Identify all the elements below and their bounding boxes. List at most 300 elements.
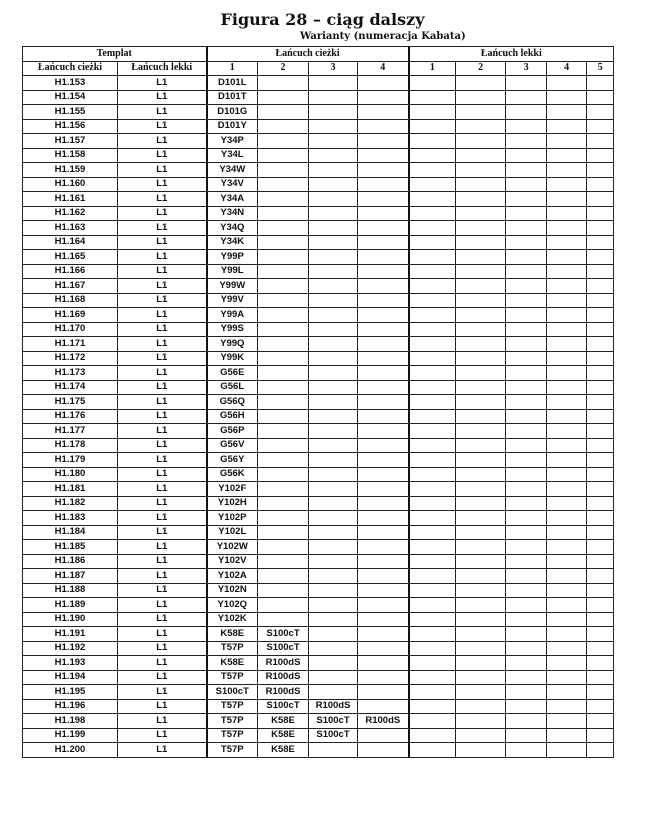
table-row	[23, 583, 614, 598]
light-variant-3-cell	[506, 76, 547, 91]
heavy-chain-template-cell: H1.160	[23, 177, 118, 192]
light-variant-1-cell	[409, 250, 456, 265]
light-variant-2-cell	[456, 163, 506, 178]
heavy-variant-2-cell	[258, 395, 309, 410]
heavy-variant-4-cell	[358, 293, 409, 308]
heavy-variant-4-cell	[358, 221, 409, 236]
heavy-variant-3-cell	[309, 308, 358, 323]
table-row	[23, 670, 614, 685]
light-variant-num-3: 3	[506, 61, 547, 76]
heavy-variant-3-cell	[309, 743, 358, 758]
heavy-variant-3-cell	[309, 670, 358, 685]
light-variant-3-cell	[506, 105, 547, 120]
heavy-variant-3-cell	[309, 366, 358, 381]
light-variant-3-cell	[506, 134, 547, 149]
heavy-variant-1-cell: Y99Q	[207, 337, 258, 352]
light-variant-1-cell	[409, 728, 456, 743]
heavy-variant-3-cell	[309, 119, 358, 134]
heavy-variant-2-cell: S100cT	[258, 699, 309, 714]
light-variant-4-cell	[547, 714, 587, 729]
light-variant-5-cell	[587, 366, 614, 381]
heavy-variant-4-cell	[358, 337, 409, 352]
heavy-variant-1-cell: T57P	[207, 728, 258, 743]
light-variant-4-cell	[547, 134, 587, 149]
light-variant-1-cell	[409, 540, 456, 555]
table-row	[23, 627, 614, 642]
light-variant-3-cell	[506, 119, 547, 134]
light-variant-1-cell	[409, 76, 456, 91]
light-variant-1-cell	[409, 656, 456, 671]
light-variant-5-cell	[587, 525, 614, 540]
heavy-variant-3-cell	[309, 424, 358, 439]
heavy-variant-2-cell	[258, 163, 309, 178]
heavy-variant-1-cell: Y102H	[207, 496, 258, 511]
heavy-variant-1-cell: G56H	[207, 409, 258, 424]
light-chain-template-cell: L1	[118, 612, 207, 627]
light-variant-5-cell	[587, 264, 614, 279]
light-variant-5-cell	[587, 221, 614, 236]
light-variant-4-cell	[547, 293, 587, 308]
heavy-variant-1-cell: Y102W	[207, 540, 258, 555]
light-variant-3-cell	[506, 728, 547, 743]
light-variant-1-cell	[409, 583, 456, 598]
light-variant-2-cell	[456, 264, 506, 279]
heavy-chain-template-cell: H1.177	[23, 424, 118, 439]
heavy-variant-3-cell	[309, 511, 358, 526]
light-variant-2-cell	[456, 569, 506, 584]
heavy-variant-3-cell	[309, 250, 358, 265]
light-variant-2-cell	[456, 685, 506, 700]
light-variant-3-cell	[506, 511, 547, 526]
heavy-variant-4-cell	[358, 627, 409, 642]
light-variant-4-cell	[547, 583, 587, 598]
heavy-variant-4-cell	[358, 380, 409, 395]
light-variant-2-cell	[456, 424, 506, 439]
heavy-variant-1-cell: T57P	[207, 699, 258, 714]
light-variant-2-cell	[456, 322, 506, 337]
heavy-variant-1-cell: Y99K	[207, 351, 258, 366]
heavy-variant-1-cell: G56Y	[207, 453, 258, 468]
light-chain-template-cell: L1	[118, 511, 207, 526]
heavy-variant-4-cell	[358, 525, 409, 540]
heavy-variant-2-cell	[258, 206, 309, 221]
figure-title: Figura 28 – ciąg dalszy	[220, 10, 425, 29]
heavy-variant-1-cell: Y102A	[207, 569, 258, 584]
light-variant-5-cell	[587, 540, 614, 555]
table-row	[23, 728, 614, 743]
heavy-variant-3-cell	[309, 554, 358, 569]
light-variant-1-cell	[409, 192, 456, 207]
heavy-variant-2-cell	[258, 453, 309, 468]
light-variant-1-cell	[409, 206, 456, 221]
light-variant-4-cell	[547, 76, 587, 91]
heavy-variant-2-cell: K58E	[258, 714, 309, 729]
light-variant-1-cell	[409, 366, 456, 381]
light-variant-1-cell	[409, 134, 456, 149]
light-chain-template-cell: L1	[118, 264, 207, 279]
heavy-variant-2-cell	[258, 511, 309, 526]
heavy-chain-template-cell: H1.184	[23, 525, 118, 540]
heavy-variant-1-cell: Y102V	[207, 554, 258, 569]
light-chain-template-cell: L1	[118, 496, 207, 511]
table-row	[23, 148, 614, 163]
table-row	[23, 438, 614, 453]
heavy-variant-1-cell: D101G	[207, 105, 258, 120]
light-variant-2-cell	[456, 583, 506, 598]
light-variant-3-cell	[506, 366, 547, 381]
light-variant-3-cell	[506, 90, 547, 105]
light-variant-3-cell	[506, 163, 547, 178]
heavy-variant-3-cell	[309, 235, 358, 250]
heavy-variant-3-cell	[309, 221, 358, 236]
heavy-variant-4-cell	[358, 612, 409, 627]
heavy-variant-4-cell	[358, 264, 409, 279]
light-chain-template-cell: L1	[118, 409, 207, 424]
light-variant-1-cell	[409, 177, 456, 192]
heavy-variant-1-cell: Y99P	[207, 250, 258, 265]
light-variant-5-cell	[587, 90, 614, 105]
heavy-chain-template-cell: H1.199	[23, 728, 118, 743]
light-variant-4-cell	[547, 308, 587, 323]
light-variant-3-cell	[506, 685, 547, 700]
light-variant-5-cell	[587, 612, 614, 627]
light-variant-5-cell	[587, 105, 614, 120]
light-variant-1-cell	[409, 670, 456, 685]
light-variant-1-cell	[409, 467, 456, 482]
heavy-variant-2-cell: K58E	[258, 743, 309, 758]
light-variant-2-cell	[456, 235, 506, 250]
heavy-variant-4-cell	[358, 598, 409, 613]
light-variant-5-cell	[587, 569, 614, 584]
light-variant-5-cell	[587, 641, 614, 656]
heavy-variant-4-cell	[358, 395, 409, 410]
light-variant-3-cell	[506, 583, 547, 598]
light-chain-template-cell: L1	[118, 322, 207, 337]
heavy-chain-template-cell: H1.154	[23, 90, 118, 105]
heavy-variant-2-cell	[258, 322, 309, 337]
light-variant-3-cell	[506, 221, 547, 236]
light-variant-4-cell	[547, 250, 587, 265]
heavy-variant-4-cell	[358, 351, 409, 366]
light-variant-4-cell	[547, 554, 587, 569]
light-chain-template-cell: L1	[118, 569, 207, 584]
templat-header: Templat	[23, 47, 207, 62]
light-variant-4-cell	[547, 395, 587, 410]
light-variant-5-cell	[587, 511, 614, 526]
light-variant-4-cell	[547, 467, 587, 482]
light-variant-1-cell	[409, 496, 456, 511]
table-row	[23, 264, 614, 279]
light-variant-1-cell	[409, 351, 456, 366]
heavy-chain-template-cell: H1.178	[23, 438, 118, 453]
light-variant-1-cell	[409, 293, 456, 308]
light-variant-5-cell	[587, 308, 614, 323]
light-variant-2-cell	[456, 134, 506, 149]
heavy-chain-template-cell: H1.166	[23, 264, 118, 279]
heavy-variant-3-cell	[309, 598, 358, 613]
light-variant-3-cell	[506, 743, 547, 758]
heavy-variant-1-cell: Y34Q	[207, 221, 258, 236]
light-chain-template-cell: L1	[118, 279, 207, 294]
light-variant-4-cell	[547, 511, 587, 526]
table-row	[23, 177, 614, 192]
light-variant-5-cell	[587, 293, 614, 308]
light-chain-template-cell: L1	[118, 453, 207, 468]
light-variant-2-cell	[456, 409, 506, 424]
heavy-chain-template-cell: H1.196	[23, 699, 118, 714]
table-row	[23, 76, 614, 91]
light-variant-5-cell	[587, 235, 614, 250]
light-chain-template-cell: L1	[118, 380, 207, 395]
light-variant-5-cell	[587, 482, 614, 497]
heavy-variant-num-2: 2	[258, 61, 309, 76]
heavy-variant-2-cell	[258, 380, 309, 395]
heavy-variant-2-cell	[258, 612, 309, 627]
light-variant-5-cell	[587, 395, 614, 410]
heavy-variant-1-cell: T57P	[207, 670, 258, 685]
table-row	[23, 641, 614, 656]
light-variant-5-cell	[587, 177, 614, 192]
light-variant-4-cell	[547, 656, 587, 671]
table-row	[23, 366, 614, 381]
light-variant-5-cell	[587, 206, 614, 221]
heavy-chain-column-header: Łańcuch cieżki	[23, 61, 118, 76]
heavy-variant-3-cell	[309, 656, 358, 671]
light-variant-2-cell	[456, 206, 506, 221]
light-variant-1-cell	[409, 337, 456, 352]
heavy-variant-2-cell	[258, 598, 309, 613]
light-variant-2-cell	[456, 598, 506, 613]
heavy-variant-4-cell	[358, 467, 409, 482]
heavy-variant-4-cell	[358, 743, 409, 758]
light-variant-2-cell	[456, 714, 506, 729]
heavy-variant-3-cell	[309, 90, 358, 105]
heavy-variant-1-cell: S100cT	[207, 685, 258, 700]
heavy-variant-3-cell	[309, 264, 358, 279]
heavy-variant-4-cell	[358, 409, 409, 424]
heavy-chain-template-cell: H1.155	[23, 105, 118, 120]
light-variant-1-cell	[409, 235, 456, 250]
light-variant-5-cell	[587, 279, 614, 294]
heavy-variant-4-cell	[358, 583, 409, 598]
light-variant-4-cell	[547, 119, 587, 134]
table-row	[23, 511, 614, 526]
heavy-variant-3-cell	[309, 583, 358, 598]
heavy-chain-template-cell: H1.168	[23, 293, 118, 308]
table-row	[23, 714, 614, 729]
light-variant-4-cell	[547, 366, 587, 381]
light-chain-template-cell: L1	[118, 554, 207, 569]
heavy-variant-4-cell	[358, 76, 409, 91]
light-variant-4-cell	[547, 728, 587, 743]
light-chain-template-cell: L1	[118, 293, 207, 308]
light-variant-5-cell	[587, 163, 614, 178]
table-row	[23, 322, 614, 337]
heavy-chain-template-cell: H1.158	[23, 148, 118, 163]
heavy-variant-num-1: 1	[207, 61, 258, 76]
heavy-chain-template-cell: H1.193	[23, 656, 118, 671]
heavy-variant-4-cell	[358, 148, 409, 163]
heavy-variant-4-cell	[358, 250, 409, 265]
light-variant-3-cell	[506, 206, 547, 221]
light-variant-3-cell	[506, 279, 547, 294]
heavy-variant-1-cell: Y34L	[207, 148, 258, 163]
light-chain-template-cell: L1	[118, 366, 207, 381]
heavy-chain-template-cell: H1.187	[23, 569, 118, 584]
light-variant-2-cell	[456, 728, 506, 743]
light-chain-template-cell: L1	[118, 250, 207, 265]
heavy-variant-2-cell: S100cT	[258, 641, 309, 656]
light-variant-1-cell	[409, 409, 456, 424]
light-variant-3-cell	[506, 612, 547, 627]
light-variant-2-cell	[456, 670, 506, 685]
light-chain-template-cell: L1	[118, 395, 207, 410]
heavy-chain-template-cell: H1.159	[23, 163, 118, 178]
light-variant-4-cell	[547, 163, 587, 178]
heavy-variant-4-cell	[358, 308, 409, 323]
heavy-chain-template-cell: H1.165	[23, 250, 118, 265]
light-chain-template-cell: L1	[118, 525, 207, 540]
heavy-chain-template-cell: H1.163	[23, 221, 118, 236]
light-variant-2-cell	[456, 496, 506, 511]
light-chain-template-cell: L1	[118, 670, 207, 685]
light-variant-4-cell	[547, 627, 587, 642]
light-chain-template-cell: L1	[118, 206, 207, 221]
light-variant-1-cell	[409, 119, 456, 134]
light-variant-2-cell	[456, 177, 506, 192]
heavy-variant-3-cell	[309, 337, 358, 352]
heavy-chain-template-cell: H1.198	[23, 714, 118, 729]
light-variant-1-cell	[409, 685, 456, 700]
heavy-variant-4-cell	[358, 670, 409, 685]
heavy-variant-4-cell	[358, 366, 409, 381]
light-variant-2-cell	[456, 366, 506, 381]
light-variant-4-cell	[547, 337, 587, 352]
light-variant-1-cell	[409, 308, 456, 323]
heavy-variant-1-cell: D101T	[207, 90, 258, 105]
heavy-variant-3-cell	[309, 76, 358, 91]
heavy-chain-template-cell: H1.194	[23, 670, 118, 685]
figure-subtitle: Warianty (numeracja Kabata)	[300, 31, 466, 42]
light-variant-3-cell	[506, 554, 547, 569]
light-variant-5-cell	[587, 467, 614, 482]
light-variant-2-cell	[456, 337, 506, 352]
light-chain-template-cell: L1	[118, 76, 207, 91]
heavy-variant-1-cell: D101L	[207, 76, 258, 91]
heavy-variant-3-cell	[309, 612, 358, 627]
heavy-variant-4-cell	[358, 206, 409, 221]
heavy-variant-4-cell	[358, 424, 409, 439]
light-variant-4-cell	[547, 279, 587, 294]
heavy-variant-2-cell: R100dS	[258, 685, 309, 700]
light-variant-1-cell	[409, 322, 456, 337]
light-variant-2-cell	[456, 540, 506, 555]
light-variant-2-cell	[456, 453, 506, 468]
light-variant-1-cell	[409, 90, 456, 105]
light-variant-3-cell	[506, 525, 547, 540]
heavy-variant-1-cell: D101Y	[207, 119, 258, 134]
light-chain-template-cell: L1	[118, 685, 207, 700]
light-variant-2-cell	[456, 482, 506, 497]
heavy-chain-template-cell: H1.182	[23, 496, 118, 511]
light-variant-2-cell	[456, 438, 506, 453]
heavy-chain-template-cell: H1.174	[23, 380, 118, 395]
light-variant-2-cell	[456, 76, 506, 91]
light-variant-4-cell	[547, 641, 587, 656]
light-variant-1-cell	[409, 598, 456, 613]
heavy-variant-3-cell: S100cT	[309, 728, 358, 743]
light-chain-template-cell: L1	[118, 105, 207, 120]
light-variant-2-cell	[456, 308, 506, 323]
light-variant-2-cell	[456, 351, 506, 366]
light-chain-template-cell: L1	[118, 699, 207, 714]
heavy-variant-3-cell	[309, 496, 358, 511]
light-variant-5-cell	[587, 438, 614, 453]
light-chain-template-cell: L1	[118, 598, 207, 613]
heavy-variant-2-cell	[258, 293, 309, 308]
light-variant-1-cell	[409, 554, 456, 569]
light-variant-5-cell	[587, 453, 614, 468]
light-variant-4-cell	[547, 496, 587, 511]
light-variant-1-cell	[409, 395, 456, 410]
heavy-variant-4-cell	[358, 235, 409, 250]
heavy-variant-2-cell: R100dS	[258, 656, 309, 671]
table-row	[23, 308, 614, 323]
heavy-variant-1-cell: Y102P	[207, 511, 258, 526]
heavy-variant-2-cell	[258, 279, 309, 294]
light-variant-5-cell	[587, 656, 614, 671]
light-variant-2-cell	[456, 119, 506, 134]
light-variant-1-cell	[409, 221, 456, 236]
table-row	[23, 337, 614, 352]
light-variant-5-cell	[587, 424, 614, 439]
light-variant-2-cell	[456, 511, 506, 526]
light-variant-3-cell	[506, 250, 547, 265]
light-variant-1-cell	[409, 743, 456, 758]
heavy-variant-2-cell	[258, 308, 309, 323]
light-variant-3-cell	[506, 714, 547, 729]
heavy-variant-4-cell	[358, 511, 409, 526]
heavy-variant-4-cell	[358, 641, 409, 656]
light-chain-template-cell: L1	[118, 627, 207, 642]
heavy-variant-3-cell	[309, 482, 358, 497]
light-variant-4-cell	[547, 105, 587, 120]
light-variant-2-cell	[456, 656, 506, 671]
table-row	[23, 424, 614, 439]
heavy-chain-template-cell: H1.181	[23, 482, 118, 497]
heavy-variant-3-cell	[309, 569, 358, 584]
light-variant-1-cell	[409, 264, 456, 279]
table-row	[23, 206, 614, 221]
heavy-variant-2-cell	[258, 90, 309, 105]
light-variant-2-cell	[456, 148, 506, 163]
heavy-variant-2-cell	[258, 438, 309, 453]
light-variant-3-cell	[506, 395, 547, 410]
light-chain-template-cell: L1	[118, 119, 207, 134]
light-variant-2-cell	[456, 612, 506, 627]
light-variant-4-cell	[547, 685, 587, 700]
light-variant-2-cell	[456, 554, 506, 569]
heavy-variant-2-cell	[258, 76, 309, 91]
table-row	[23, 380, 614, 395]
light-variant-1-cell	[409, 105, 456, 120]
light-variant-4-cell	[547, 235, 587, 250]
light-variant-num-2: 2	[456, 61, 506, 76]
heavy-variant-4-cell	[358, 438, 409, 453]
heavy-variant-1-cell: Y99V	[207, 293, 258, 308]
heavy-chain-template-cell: H1.191	[23, 627, 118, 642]
light-variant-2-cell	[456, 467, 506, 482]
